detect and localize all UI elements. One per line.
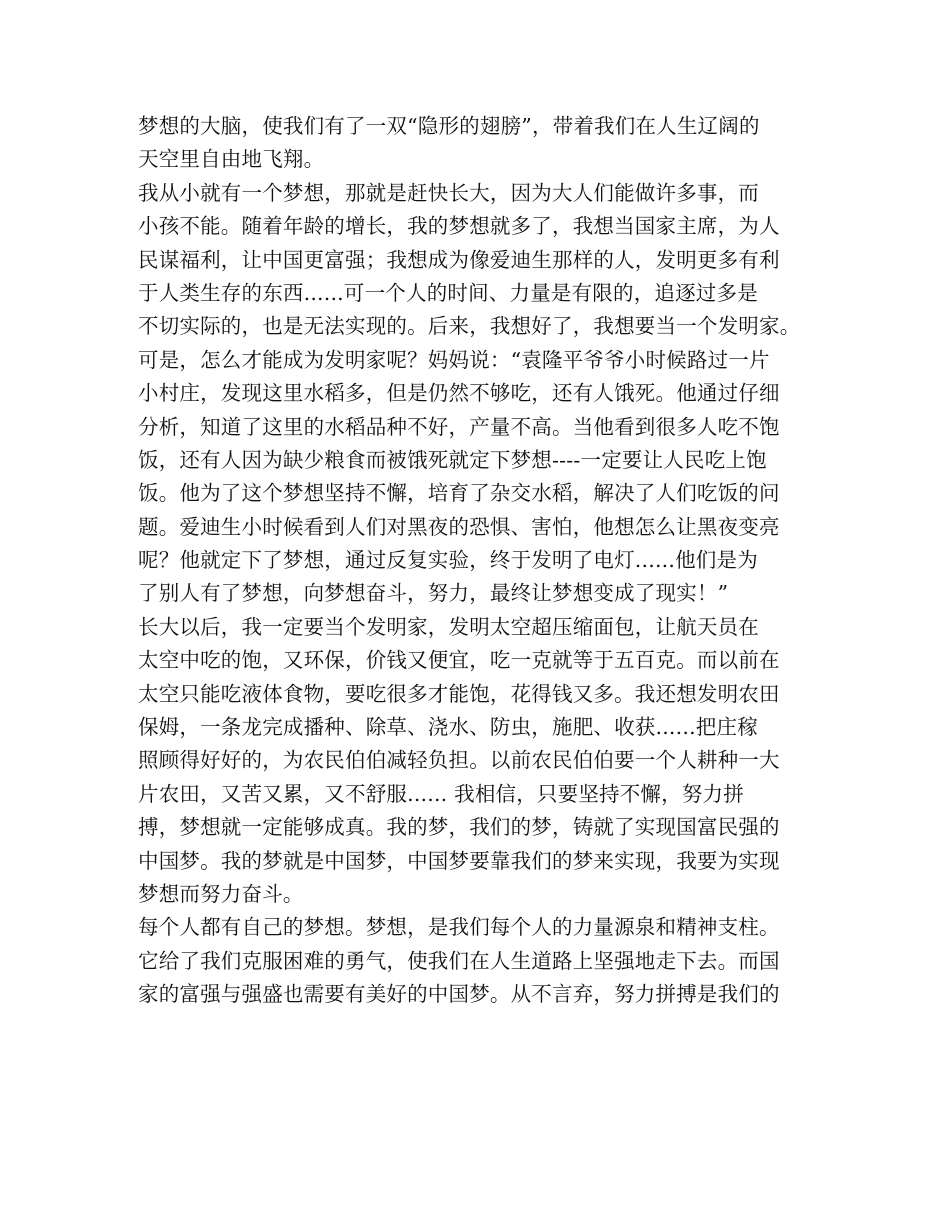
text-line: 我从小就有一个梦想，那就是赶快长大，因为大人们能做许多事，而 — [138, 180, 759, 205]
text-line: 可是，怎么才能成为发明家呢？妈妈说：“袁隆平爷爷小时候路过一片 — [138, 347, 770, 372]
text-line: 家的富强与强盛也需要有美好的中国梦。从不言弃，努力拼搏是我们的 — [138, 982, 780, 1007]
text-line: 片农田，又苦又累，又不舒服...... 我相信，只要坚持不懈，努力拼 — [138, 781, 744, 806]
text-line: 它给了我们克服困难的勇气，使我们在人生道路上坚强地走下去。而国 — [138, 948, 780, 973]
text-line: 保姆，一条龙完成播种、除草、浇水、防虫，施肥、收获......把庄稼 — [138, 715, 758, 740]
text-line: 梦想而努力奋斗。 — [138, 881, 304, 906]
text-line: 小孩不能。随着年龄的增长，我的梦想就多了，我想当国家主席，为人 — [138, 214, 780, 239]
text-line: 中国梦。我的梦就是中国梦，中国梦要靠我们的梦来实现，我要为实现 — [138, 848, 780, 873]
text-line: 民谋福利，让中国更富强；我想成为像爱迪生那样的人，发明更多有利 — [138, 247, 780, 272]
text-line: 小村庄，发现这里水稻多，但是仍然不够吃，还有人饿死。他通过仔细 — [138, 381, 780, 406]
text-line: 不切实际的，也是无法实现的。后来，我想好了，我想要当一个发明家。 — [138, 314, 801, 339]
text-line: 每个人都有自己的梦想。梦想，是我们每个人的力量源泉和精神支柱。 — [138, 915, 780, 940]
text-line: 了别人有了梦想，向梦想奋斗，努力，最终让梦想变成了现实！” — [138, 581, 729, 606]
text-line: 饭。他为了这个梦想坚持不懈，培育了杂交水稻，解决了人们吃饭的问 — [138, 481, 780, 506]
text-line: 天空里自由地飞翔。 — [138, 147, 325, 172]
text-line: 于人类生存的东西......可一个人的时间、力量是有限的，追逐过多是 — [138, 280, 758, 305]
text-line: 太空中吃的饱，又环保，价钱又便宜，吃一克就等于五百克。而以前在 — [138, 648, 780, 673]
text-line: 搏，梦想就一定能够成真。我的梦，我们的梦，铸就了实现国富民强的 — [138, 815, 780, 840]
text-line: 梦想的大脑，使我们有了一双“隐形的翅膀”，带着我们在人生辽阔的 — [138, 114, 760, 138]
text-line: 呢？他就定下了梦想，通过反复实验，终于发明了电灯......他们是为 — [138, 548, 758, 573]
text-line: 饭，还有人因为缺少粮食而被饿死就定下梦想----一定要让人民吃上饱 — [138, 447, 767, 472]
text-line: 太空只能吃液体食物，要吃很多才能饱，花得钱又多。我还想发明农田 — [138, 681, 780, 706]
text-line: 分析，知道了这里的水稻品种不好，产量不高。当他看到很多人吃不饱 — [138, 414, 780, 439]
text-line: 题。爱迪生小时候看到人们对黑夜的恐惧、害怕，他想怎么让黑夜变亮 — [138, 514, 780, 539]
essay-body — [138, 110, 828, 1012]
text-line: 长大以后，我一定要当个发明家，发明太空超压缩面包，让航天员在 — [138, 614, 759, 639]
text-line: 照顾得好好的，为农民伯伯减轻负担。以前农民伯伯要一个人耕种一大 — [138, 748, 780, 773]
